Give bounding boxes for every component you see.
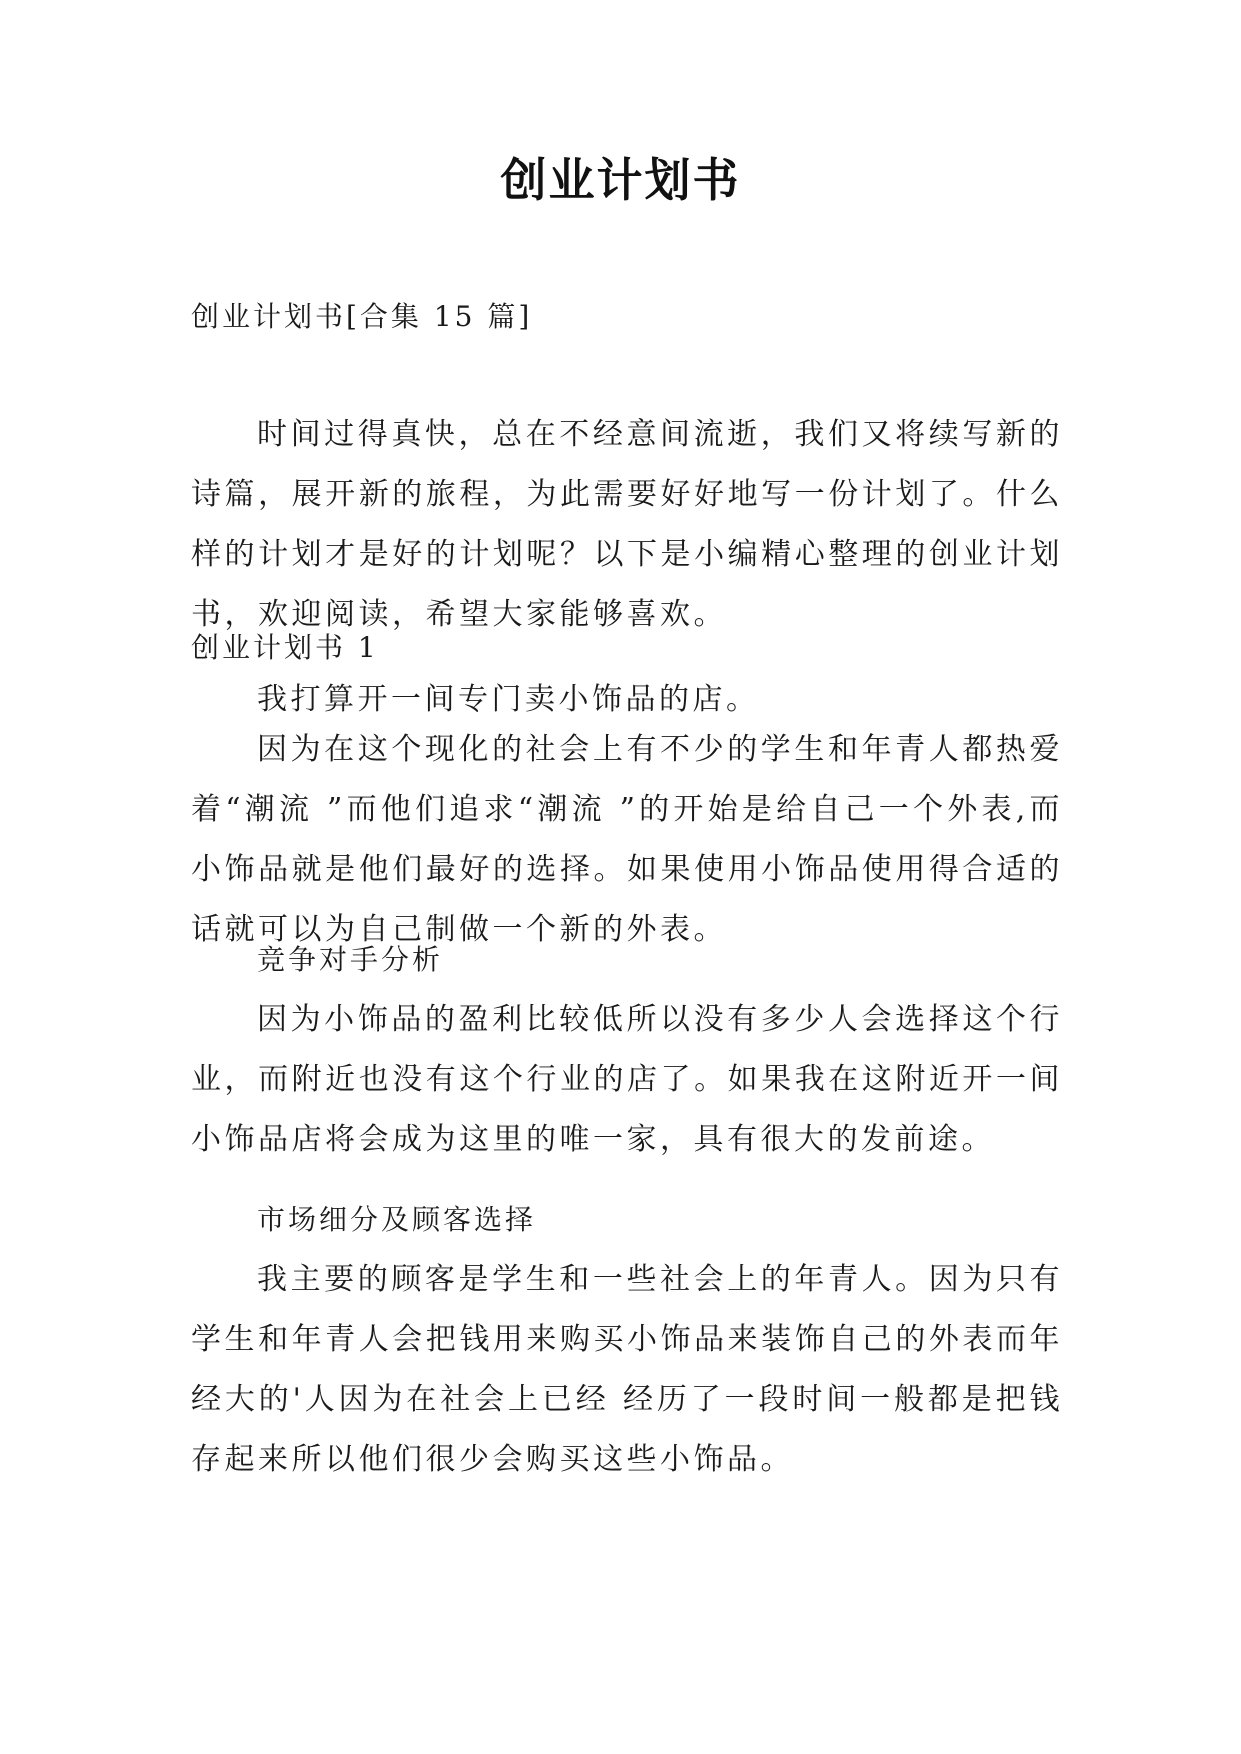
section-paragraph-3: 我主要的顾客是学生和一些社会上的年青人。因为只有学生和年青人会把钱用来购买小饰品来装饰自己的外表而年经大的'人因为在社会上已经 经历了一段时间一般都是把钱存起来所以他们很少会购买这些小饰品。 (191, 1262, 1063, 1477)
section-paragraph-1: 因为在这个现化的社会上有不少的学生和年青人都热爱着“潮流 ”而他们追求“潮流 ”的开始是给自己一个外表,而小饰品就是他们最好的选择。如果使用小饰品使用得合适的话就可以为自己制做一个新的外表。 (191, 732, 1063, 947)
market-segment-heading: 市场细分及顾客选择 (257, 1203, 537, 1236)
document-subtitle: 创业计划书[合集 15 篇] (191, 300, 533, 333)
competitor-analysis-heading: 竞争对手分析 (257, 943, 444, 976)
intro-paragraph: 时间过得真快，总在不经意间流逝，我们又将续写新的诗篇，展开新的旅程，为此需要好好地写一份计划了。什么样的计划才是好的计划呢？以下是小编精心整理的创业计划书，欢迎阅读，希望大家能够喜欢。 (191, 417, 1063, 632)
document-title: 创业计划书 (500, 153, 741, 207)
section-opening-line: 我打算开一间专门卖小饰品的店。 (257, 682, 760, 717)
section-paragraph-2: 因为小饰品的盈利比较低所以没有多少人会选择这个行业，而附近也没有这个行业的店了。如果我在这附近开一间小饰品店将会成为这里的唯一家，具有很大的发前途。 (191, 1002, 1063, 1157)
section-heading: 创业计划书 1 (191, 631, 379, 664)
